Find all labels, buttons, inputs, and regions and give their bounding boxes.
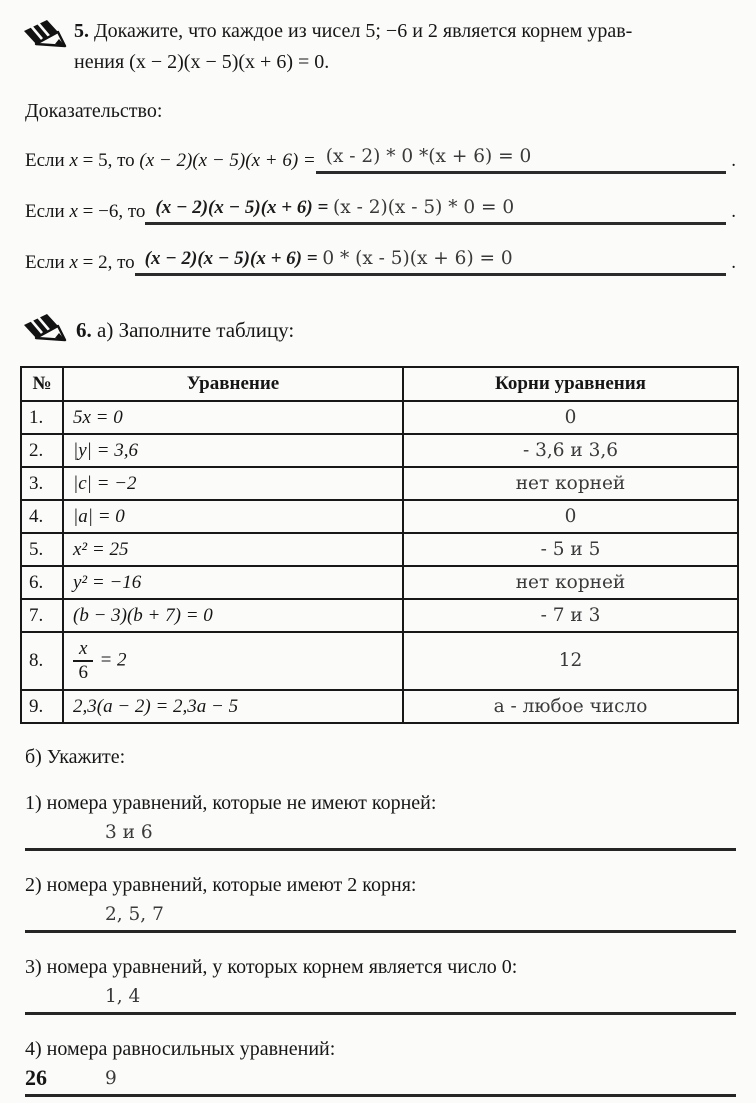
- period: .: [731, 150, 736, 171]
- problem5-statement: [74, 16, 736, 78]
- row-number: 6.: [21, 566, 63, 599]
- statement-line1: Докажите, что каждое из чисел 5; −6 и 2 является корнем урав-: [94, 20, 633, 42]
- statement-line2: нения (x − 2)(x − 5)(x + 6) = 0.: [74, 51, 330, 73]
- header-equation: Уравнение: [63, 367, 403, 401]
- part-b-label: б) Укажите:: [25, 746, 126, 768]
- roots-cell: а - любое число: [403, 690, 738, 723]
- problem6-title: 6. а) Заполните таблицу:: [76, 318, 295, 342]
- roots-cell: 0: [403, 500, 738, 533]
- row-number: 7.: [21, 599, 63, 632]
- row-number: 8.: [21, 632, 63, 690]
- handwritten-answer: (x - 2) * 0 *(x + 6) = 0: [325, 146, 532, 167]
- proof-line-x-equals-minus-6: [25, 189, 736, 225]
- handwritten-answer: 0 * (x - 5)(x + 6) = 0: [322, 248, 513, 269]
- table-row: [21, 500, 738, 533]
- problem5-header: [20, 16, 736, 78]
- row-number: 9.: [21, 690, 63, 723]
- proof-condition: Если x = 2, то: [25, 252, 135, 273]
- answer-blank: [316, 146, 727, 174]
- equations-table: [20, 366, 739, 724]
- equation-cell: x² = 25: [63, 533, 403, 566]
- answer-blank: [25, 1068, 736, 1097]
- fraction: $\frac{x}{6}$: [73, 639, 93, 683]
- table-row: [21, 533, 738, 566]
- pencil-icon: [20, 312, 68, 352]
- question-block-4: [20, 1038, 736, 1097]
- row-number: 5.: [21, 533, 63, 566]
- proof-condition: Если x = −6, то: [25, 201, 146, 222]
- table-header-row: [21, 367, 738, 401]
- roots-cell: нет корней: [403, 566, 738, 599]
- roots-cell: 12: [403, 632, 738, 690]
- handwritten-answer: 9: [105, 1068, 117, 1089]
- equation-cell: 2,3(a − 2) = 2,3a − 5: [63, 690, 403, 723]
- header-number: №: [21, 367, 63, 401]
- handwritten-answer: 2, 5, 7: [105, 904, 164, 925]
- problem-number: 6.: [76, 318, 92, 342]
- pencil-icon: [20, 18, 68, 58]
- answer-blank: (x − 2)(x − 5)(x + 6) = 0 * (x - 5)(x + 6) = 0: [135, 248, 727, 276]
- answer-blank: (x − 2)(x − 5)(x + 6) = (x - 2)(x - 5) * 0 = 0: [145, 197, 726, 225]
- row-number: 1.: [21, 401, 63, 434]
- answer-blank: [25, 822, 736, 851]
- question-text: 4) номера равносильных уравнений:: [25, 1038, 336, 1060]
- question-text: 3) номера уравнений, у которых корнем является число 0:: [25, 956, 518, 978]
- equation-cell: |a| = 0: [63, 500, 403, 533]
- table-row: [21, 566, 738, 599]
- equation-cell: y² = −16: [63, 566, 403, 599]
- answer-blank: [25, 904, 736, 933]
- row-number: 2.: [21, 434, 63, 467]
- table-row: [21, 434, 738, 467]
- question-text: 1) номера уравнений, которые не имеют корней:: [25, 792, 437, 814]
- handwritten-answer: 1, 4: [105, 986, 141, 1007]
- page-number: 26: [25, 1065, 47, 1090]
- row-number: 4.: [21, 500, 63, 533]
- equation-cell: |c| = −2: [63, 467, 403, 500]
- roots-cell: - 3,6 и 3,6: [403, 434, 738, 467]
- question-block-3: [20, 956, 736, 1015]
- equation-cell: |y| = 3,6: [63, 434, 403, 467]
- table-row: [21, 599, 738, 632]
- proof-line-x-equals-5: [25, 138, 736, 174]
- period: .: [731, 201, 736, 222]
- roots-cell: 0: [403, 401, 738, 434]
- equation-cell: 5x = 0: [63, 401, 403, 434]
- question-text: 2) номера уравнений, которые имеют 2 корня:: [25, 874, 417, 896]
- row-number: 3.: [21, 467, 63, 500]
- period: .: [731, 252, 736, 273]
- table-row: [21, 467, 738, 500]
- proof-label: Доказательство:: [25, 100, 163, 122]
- question-block-1: [20, 792, 736, 851]
- roots-cell: - 5 и 5: [403, 533, 738, 566]
- roots-cell: - 7 и 3: [403, 599, 738, 632]
- answer-blank: [25, 986, 736, 1015]
- proof-line-x-equals-2: [25, 240, 736, 276]
- handwritten-answer: (x - 2)(x - 5) * 0 = 0: [333, 197, 515, 218]
- table-row: [21, 690, 738, 723]
- problem-number: 5.: [74, 20, 89, 42]
- proof-condition: Если x = 5, то (x − 2)(x − 5)(x + 6) =: [25, 150, 316, 171]
- roots-cell: нет корней: [403, 467, 738, 500]
- handwritten-answer: 3 и 6: [105, 822, 153, 843]
- equation-cell: $\frac{x}{6}$ = 2: [63, 632, 403, 690]
- header-roots: Корни уравнения: [403, 367, 738, 401]
- table-row: [21, 401, 738, 434]
- problem6-header: [20, 310, 736, 352]
- question-block-2: [20, 874, 736, 933]
- table-row: [21, 632, 738, 690]
- equation-cell: (b − 3)(b + 7) = 0: [63, 599, 403, 632]
